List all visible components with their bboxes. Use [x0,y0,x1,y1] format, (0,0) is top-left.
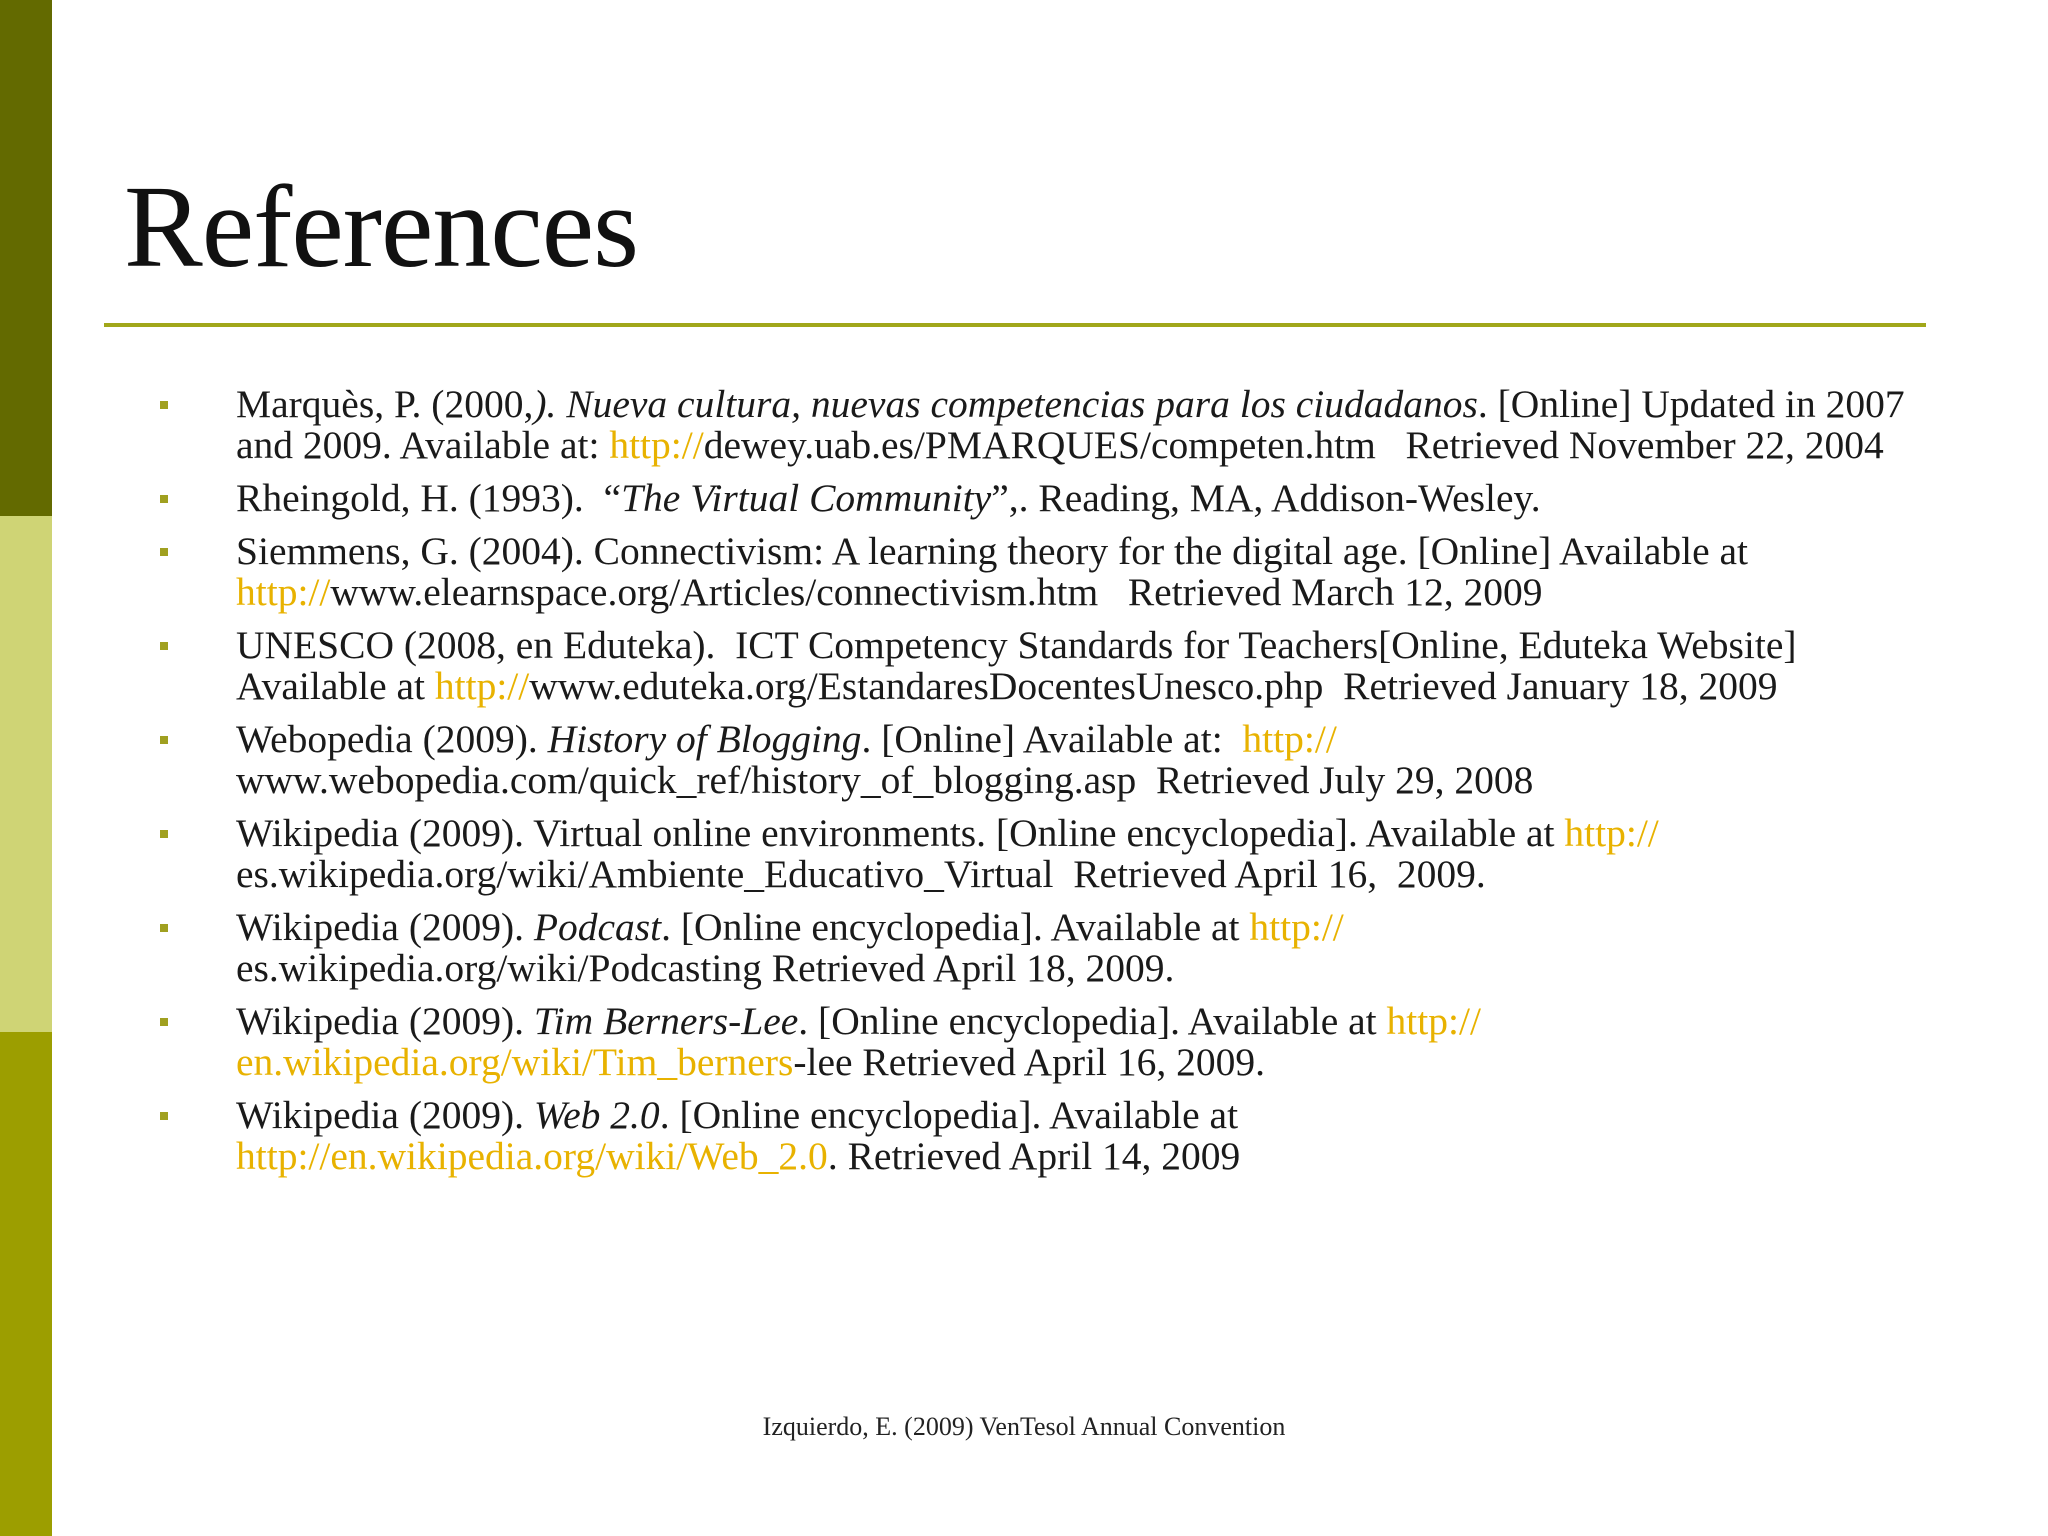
reference-segment: Rheingold, H. (1993). “ [236,476,622,520]
reference-segment: UNESCO (2008, en Eduteka). ICT Competency Standards for Teachers[Online, Eduteka Website] Available at [236,623,1805,708]
reference-segment: www.eduteka.org/EstandaresDocentesUnesco.php Retrieved January 18, 2009 [529,664,1778,708]
reference-text [236,719,1940,801]
reference-item [150,625,1940,707]
reference-link[interactable]: http:// [1249,905,1344,949]
reference-link[interactable]: http:// [434,664,530,708]
reference-segment: www.elearnspace.org/Articles/connectivism.htm Retrieved March 12, 2009 [330,570,1543,614]
reference-text [236,625,1940,707]
reference-item [150,531,1940,613]
bullet-square-icon [160,830,168,838]
bullet-square-icon [160,736,168,744]
reference-item [150,907,1940,989]
reference-text [236,1095,1940,1177]
bullet-square-icon [160,401,168,409]
reference-segment: Wikipedia (2009). [236,999,534,1043]
reference-title-italic: Podcast [533,905,662,949]
reference-text [236,813,1940,895]
reference-text [236,384,1940,466]
reference-segment: -lee Retrieved April 16, 2009. [793,1040,1266,1084]
bullet-square-icon [160,495,168,503]
reference-segment: Wikipedia (2009). [236,905,534,949]
bullet-square-icon [160,642,168,650]
reference-text [236,478,1940,519]
reference-segment: . [Online encyclopedia]. Available at [659,1093,1239,1137]
reference-segment: . [Online encyclopedia]. Available at [798,999,1387,1043]
reference-title-italic: Web 2.0 [533,1093,660,1137]
reference-segment: Webopedia (2009). [236,717,548,761]
slide-footer: Izquierdo, E. (2009) VenTesol Annual Convention [762,1412,1286,1441]
decor-bar-middle [0,516,52,1032]
reference-segment: Marquès, P. (2000, [236,382,534,426]
reference-segment: www.webopedia.com/quick_ref/history_of_blogging.asp Retrieved July 29, 2008 [236,758,1534,802]
reference-segment: . [Online] Available at: [861,717,1243,761]
reference-title-italic: Tim Berners-Lee [533,999,799,1043]
reference-text [236,907,1940,989]
reference-title-italic: History of Blogging [547,717,862,761]
reference-segment: dewey.uab.es/PMARQUES/competen.htm Retrieved November 22, 2004 [703,423,1884,467]
reference-segment: . Retrieved April 14, 2009 [827,1134,1241,1178]
reference-link[interactable]: http:// en.wikipedia.org/wiki/Tim_berners [236,999,1481,1084]
reference-item [150,478,1940,519]
reference-link[interactable]: http:// [1564,811,1659,855]
slide-title: References [124,161,639,292]
title-underline [104,323,1926,327]
reference-segment: Siemmens, G. (2004). Connectivism: A learning theory for the digital age. [Online] Available at [236,529,1758,573]
bullet-square-icon [160,548,168,556]
reference-text [236,531,1940,613]
bullet-square-icon [160,924,168,932]
reference-segment: Wikipedia (2009). Virtual online environments. [Online encyclopedia]. Available at [236,811,1565,855]
reference-segment: ”,. Reading, MA, Addison-Wesley. [991,476,1541,520]
reference-item [150,1001,1940,1083]
reference-segment: . [Online] Updated in 2007 and 2009. Available at: [236,382,1915,467]
reference-item [150,384,1940,466]
reference-link[interactable]: http:// [1242,717,1337,761]
reference-item [150,719,1940,801]
reference-item [150,1095,1940,1177]
reference-segment: es.wikipedia.org/wiki/Ambiente_Educativo_Virtual Retrieved April 16, 2009. [236,852,1486,896]
reference-link[interactable]: http:// [236,570,331,614]
reference-segment: Wikipedia (2009). [236,1093,534,1137]
reference-segment: . [Online encyclopedia]. Available at [661,905,1250,949]
decor-bar-top [0,0,52,516]
reference-item [150,813,1940,895]
reference-link[interactable]: http://en.wikipedia.org/wiki/Web_2.0 [236,1134,828,1178]
bullet-square-icon [160,1018,168,1026]
reference-title-italic: The Virtual Community [621,476,992,520]
bullet-square-icon [160,1112,168,1120]
decor-bar-bottom [0,1032,52,1536]
reference-title-italic: ). Nueva cultura, nuevas competencias para los ciudadanos [533,382,1478,426]
reference-text [236,1001,1940,1083]
reference-list [150,384,1940,1189]
reference-link[interactable]: http:// [609,423,704,467]
reference-segment: es.wikipedia.org/wiki/Podcasting Retrieved April 18, 2009. [236,946,1175,990]
